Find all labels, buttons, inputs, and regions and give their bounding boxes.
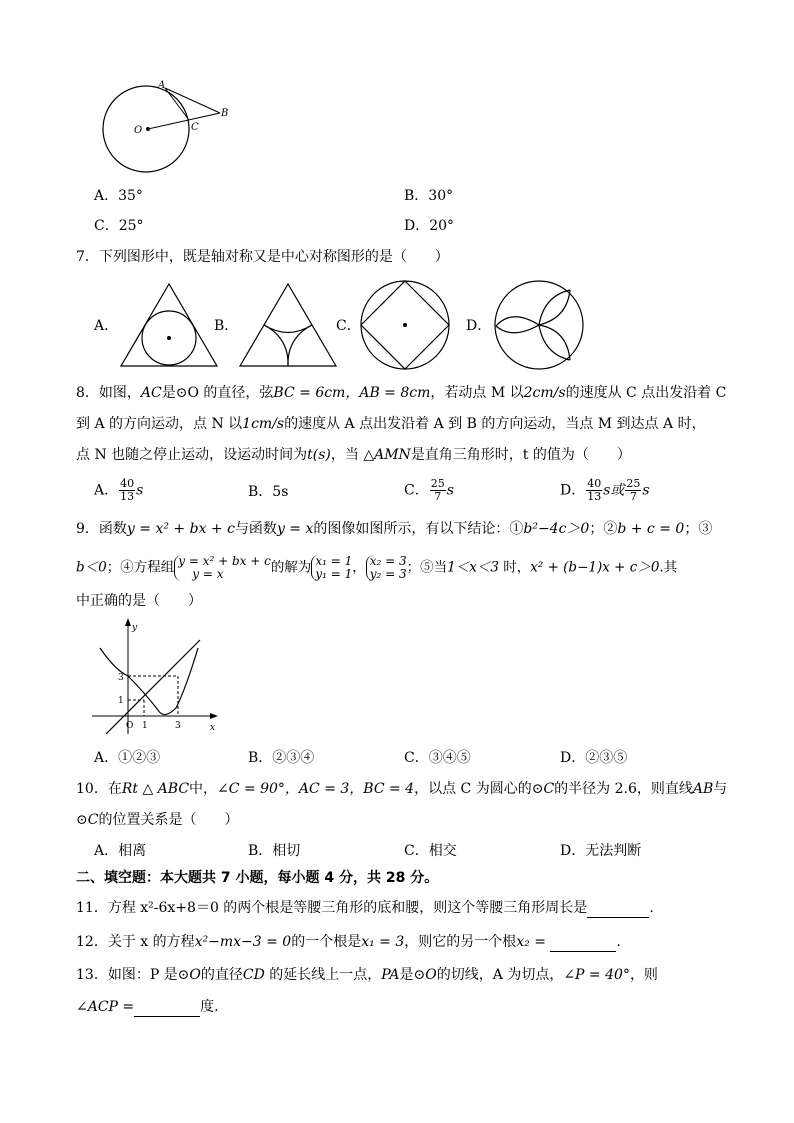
q13-answer-blank[interactable] — [134, 1002, 200, 1017]
q8-option-d: D． $\frac{40}{13}$ s或 $\frac{25}{7}$ s — [560, 477, 650, 503]
graph-origin: O — [126, 721, 134, 731]
q10-line-1: 10．在Rt △ ABC中，∠C = 90°，AC = 3，BC = 4，以点 C 为圆心的⊙C的半径为 2.6，则直线AB与 — [76, 781, 728, 797]
q8-line-3: 点 N 也随之停止运动，设运动时间为t(s)，当 △AMN是直角三角形时，t 的值为（ ） — [76, 447, 631, 463]
q7-option-c: C． — [336, 318, 361, 334]
q10-line-2: ⊙C的位置关系是（ ） — [76, 812, 239, 828]
q6-option-a: A．35° — [94, 188, 143, 204]
q11-answer-blank[interactable] — [587, 903, 649, 918]
q11: 11．方程 x²-6x+8＝0 的两个根是等腰三角形的底和腰，则这个等腰三角形周长是 . — [76, 900, 654, 916]
label-O: O — [134, 125, 143, 136]
q6-option-d: D．20° — [404, 218, 455, 234]
q10-option-d: D．无法判断 — [560, 843, 642, 859]
graph-tick-x1: 1 — [142, 721, 148, 731]
q9-option-a: A．①②③ — [94, 750, 161, 766]
q12: 12．关于 x 的方程x²−mx−3 = 0的一个根是x₁ = 3，则它的另一个根x₂ = . — [76, 934, 621, 950]
q10-option-a: A．相离 — [94, 843, 147, 859]
q12-answer-blank[interactable] — [550, 937, 616, 952]
q8-option-c: C． $\frac{25}{7}$ s — [404, 477, 454, 503]
graph-tick-y1: 1 — [118, 696, 124, 706]
q8-option-b: B．5s — [248, 484, 289, 500]
triangle-arcs-figure — [237, 280, 339, 370]
graph-tick-y3: 3 — [118, 673, 124, 683]
q7-option-b: B． — [214, 318, 239, 334]
q13-line-2: ∠ACP = 度. — [76, 999, 219, 1015]
q9-option-c: C．③④⑤ — [404, 750, 471, 766]
section-2-heading: 二、填空题：本大题共 7 小题，每小题 4 分，共 28 分。 — [76, 870, 439, 886]
graph-tick-x3: 3 — [175, 721, 181, 731]
circle-tangent-figure — [96, 78, 236, 178]
function-graph — [90, 618, 220, 736]
label-A: A — [158, 80, 166, 91]
label-C: C — [191, 122, 199, 133]
graph-x-label: x — [210, 723, 216, 733]
q6-option-c: C．25° — [94, 218, 144, 234]
q6-option-b: B．30° — [404, 188, 454, 204]
q10-option-b: B．相切 — [248, 843, 301, 859]
q9-line-3: 中正确的是（ ） — [76, 593, 202, 609]
q8-line-2: 到 A 的方向运动，点 N 以1cm/s的速度从 A 点出发沿着 A 到 B 的方向运动，当点 M 到达点 A 时， — [76, 416, 706, 432]
q10-option-c: C．相交 — [404, 843, 457, 859]
q9-line-2: b＜0；④方程组 y = x² + bx + c y = x 的解为 x₁ = 1 y₁ = 1 ， x₂ = 3 y₂ = 3 ；⑤当1＜x＜3 时，x² + (b−1)x + c＞0.其 — [76, 554, 678, 581]
triangle-incircle-figure — [118, 280, 220, 370]
graph-y-label: y — [132, 623, 138, 633]
q7-option-d: D． — [466, 318, 492, 334]
q7-option-a: A． — [94, 318, 119, 334]
q9-line-1: 9．函数y = x² + bx + c与函数y = x的图像如图所示，有以下结论：①b²−4c＞0；②b + c = 0；③ — [76, 521, 713, 537]
circle-petals-figure — [492, 278, 586, 372]
label-B: B — [221, 108, 229, 119]
q9-option-d: D．②③⑤ — [560, 750, 628, 766]
q8-option-a: A． $\frac{40}{13}$ s — [94, 477, 144, 503]
q8-line-1: 8．如图，AC是⊙O 的直径，弦BC = 6cm，AB = 8cm，若动点 M 以2cm/s的速度从 C 点出发沿着 C — [76, 385, 727, 401]
q7-stem: 7．下列图形中，既是轴对称又是中心对称图形的是（ ） — [76, 249, 449, 265]
q13-line-1: 13．如图：P 是⊙O的直径CD 的延长线上一点，PA是⊙O的切线，A 为切点，∠P = 40°，则 — [76, 967, 658, 983]
circle-square-figure — [358, 278, 452, 372]
q9-option-b: B．②③④ — [248, 750, 315, 766]
